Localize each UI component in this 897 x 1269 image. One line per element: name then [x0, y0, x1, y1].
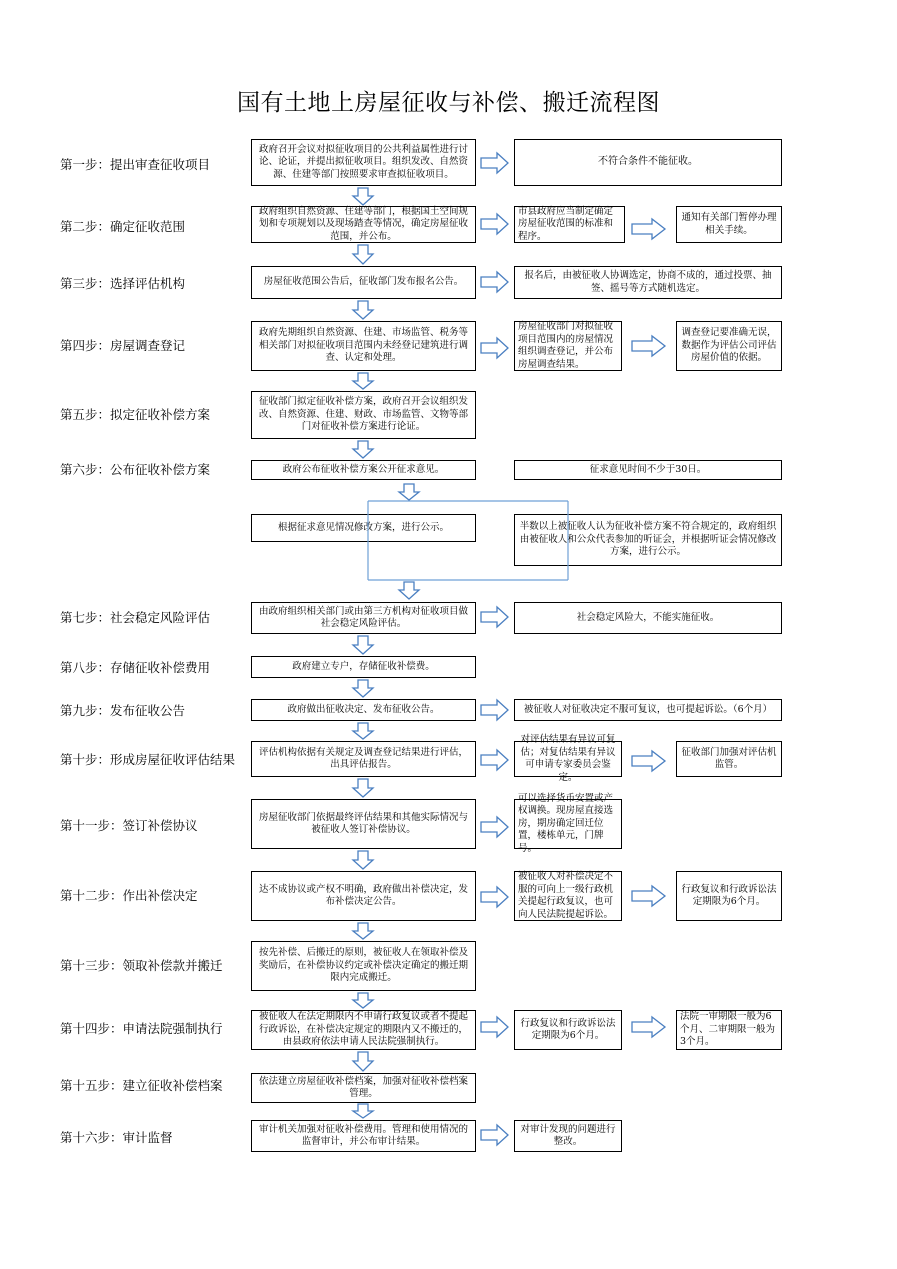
- step-8-box: 政府建立专户，存储征收补偿费。: [251, 656, 476, 678]
- step-13-label: 第十三步：领取补偿款并搬迁: [60, 958, 223, 973]
- step-12-note: 被征收人对补偿决定不服的可向上一级行政机关提起行政复议，也可向人民法院提起诉讼。: [514, 871, 622, 921]
- step-6-hearing-box: 半数以上被征收人认为征收补偿方案不符合规定的，政府组织由被征收人和公众代表参加的听证会，并根据听证会情况修改方案，进行公示。: [514, 514, 782, 566]
- step-1-box: 政府召开会议对拟征收项目的公共利益属性进行讨论、论证，并提出拟征收项目。组织发改、自然资源、住建等部门按照要求审查拟征收项目。: [251, 139, 476, 186]
- down-arrow-icon: [398, 582, 420, 600]
- step-6-note: 征求意见时间不少于30日。: [514, 460, 782, 480]
- step-9-label: 第九步：发布征收公告: [60, 703, 186, 718]
- step-1-note: 不符合条件不能征收。: [514, 139, 782, 186]
- step-3-note: 报名后，由被征收人协调选定，协商不成的，通过投票、抽签、摇号等方式随机选定。: [514, 266, 782, 299]
- right-arrow-icon: [481, 749, 509, 771]
- step-2-note: 市县政府应当制定确定房屋征收范围的标准和程序。: [514, 206, 625, 243]
- step-16-box: 审计机关加强对征收补偿费用。管理和使用情况的监督审计，并公布审计结果。: [251, 1120, 476, 1152]
- step-7-label: 第七步：社会稳定风险评估: [60, 610, 211, 625]
- step-11-note: 可以选择货币安置或产权调换。现房屋直接选房，期房确定回迁位置，楼栋单元，门牌号。: [514, 799, 622, 849]
- down-arrow-icon: [352, 1052, 374, 1072]
- step-7-box: 由政府组织相关部门或由第三方机构对征收项目做社会稳定风险评估。: [251, 602, 476, 634]
- step-4-label: 第四步：房屋调查登记: [60, 338, 186, 353]
- step-12-note-2: 行政复议和行政诉讼法定期限为6个月。: [676, 871, 782, 921]
- down-arrow-icon: [352, 851, 374, 870]
- right-arrow-icon: [481, 886, 509, 908]
- right-arrow-icon: [481, 213, 509, 235]
- step-10-label: 第十步：形成房屋征收评估结果: [60, 752, 236, 767]
- step-6-revise-box: 根据征求意见情况修改方案，进行公示。: [251, 514, 476, 542]
- step-14-note: 行政复议和行政诉讼法定期限为6个月。: [514, 1010, 622, 1050]
- right-arrow-icon: [481, 1016, 509, 1038]
- right-arrow-icon: [481, 152, 509, 174]
- right-arrow-icon: [481, 337, 509, 359]
- right-arrow-icon: [481, 1124, 509, 1146]
- right-arrow-icon: [632, 335, 666, 357]
- down-arrow-icon: [352, 993, 374, 1009]
- step-1-label: 第一步：提出审查征收项目: [60, 157, 211, 172]
- down-arrow-icon: [352, 188, 374, 206]
- step-5-label: 第五步：拟定征收补偿方案: [60, 407, 211, 422]
- step-15-label: 第十五步：建立征收补偿档案: [60, 1078, 223, 1093]
- step-2-label: 第二步：确定征收范围: [60, 219, 186, 234]
- step-7-note: 社会稳定风险大，不能实施征收。: [514, 602, 782, 634]
- down-arrow-icon: [352, 245, 374, 265]
- step-4-note: 房屋征收部门对拟征收项目范围内的房屋情况组织调查登记，并公布房屋调查结果。: [514, 321, 622, 371]
- right-arrow-icon: [632, 1016, 666, 1038]
- right-arrow-icon: [481, 606, 509, 628]
- step-6-label: 第六步：公布征收补偿方案: [60, 462, 211, 477]
- step-11-label: 第十一步：签订补偿协议: [60, 818, 198, 833]
- right-arrow-icon: [632, 750, 666, 772]
- right-arrow-icon: [481, 816, 509, 838]
- page-title: 国有土地上房屋征收与补偿、搬迁流程图: [237, 90, 660, 116]
- down-arrow-icon: [398, 484, 420, 501]
- step-10-box: 评估机构依据有关规定及调查登记结果进行评估，出具评估报告。: [251, 741, 476, 777]
- step-12-box: 达不成协议或产权不明确，政府做出补偿决定，发布补偿决定公告。: [251, 871, 476, 921]
- step-4-note-2: 调查登记要准确无误，数据作为评估公司评估房屋价值的依据。: [676, 321, 782, 371]
- step-14-label: 第十四步：申请法院强制执行: [60, 1021, 223, 1036]
- step-3-box: 房屋征收范围公告后，征收部门发布报名公告。: [251, 266, 476, 299]
- step-2-note-2: 通知有关部门暂停办理相关手续。: [676, 206, 782, 243]
- step-13-box: 按先补偿、后搬迁的原则，被征收人在领取补偿及奖励后，在补偿协议约定或补偿决定确定的搬迁期限内完成搬迁。: [251, 941, 476, 991]
- step-5-box: 征收部门拟定征收补偿方案，政府召开会议组织发改、自然资源、住建、财政、市场监管、文物等部门对征收补偿方案进行论证。: [251, 391, 476, 439]
- step-10-note: 对评估结果有异议可复估；对复估结果有异议可申请专家委员会鉴定。: [514, 741, 622, 777]
- step-4-box: 政府先期组织自然资源、住建、市场监管、税务等相关部门对拟征收项目范围内未经登记建筑进行调查、认定和处理。: [251, 321, 476, 371]
- step-10-note-2: 征收部门加强对评估机监管。: [676, 741, 782, 777]
- down-arrow-icon: [352, 723, 374, 740]
- right-arrow-icon: [481, 699, 509, 721]
- step-3-label: 第三步：选择评估机构: [60, 276, 186, 291]
- step-9-box: 政府做出征收决定、发布征收公告。: [251, 699, 476, 721]
- down-arrow-icon: [352, 441, 374, 459]
- down-arrow-icon: [352, 636, 374, 655]
- step-15-box: 依法建立房屋征收补偿档案，加强对征收补偿档案管理。: [251, 1073, 476, 1103]
- down-arrow-icon: [352, 1104, 374, 1119]
- down-arrow-icon: [352, 923, 374, 940]
- step-14-box: 被征收人在法定期限内不申请行政复议或者不提起行政诉讼，在补偿决定规定的期限内又不搬迁的，由县政府依法申请人民法院强制执行。: [251, 1010, 476, 1050]
- down-arrow-icon: [352, 301, 374, 320]
- step-9-note: 被征收人对征收决定不服可复议，也可提起诉讼。（6个月）: [514, 699, 782, 721]
- down-arrow-icon: [352, 779, 374, 798]
- right-arrow-icon: [632, 885, 666, 907]
- down-arrow-icon: [352, 680, 374, 698]
- step-11-box: 房屋征收部门依据最终评估结果和其他实际情况与被征收人签订补偿协议。: [251, 799, 476, 849]
- step-12-label: 第十二步：作出补偿决定: [60, 888, 198, 903]
- step-8-label: 第八步：存储征收补偿费用: [60, 660, 211, 675]
- step-14-note-2: 法院一审期限一般为6个月、二审期限一般为3个月。: [676, 1010, 782, 1050]
- right-arrow-icon: [481, 271, 509, 293]
- step-2-box: 政府组织自然资源、住建等部门，根据国土空间规划和专项规划以及现场踏查等情况，确定房屋征收范围，并公布。: [251, 206, 476, 243]
- down-arrow-icon: [352, 373, 374, 390]
- step-16-label: 第十六步：审计监督: [60, 1130, 173, 1145]
- right-arrow-icon: [632, 218, 666, 240]
- step-16-note: 对审计发现的问题进行整改。: [514, 1120, 622, 1152]
- step-6-box: 政府公布征收补偿方案公开征求意见。: [251, 460, 476, 480]
